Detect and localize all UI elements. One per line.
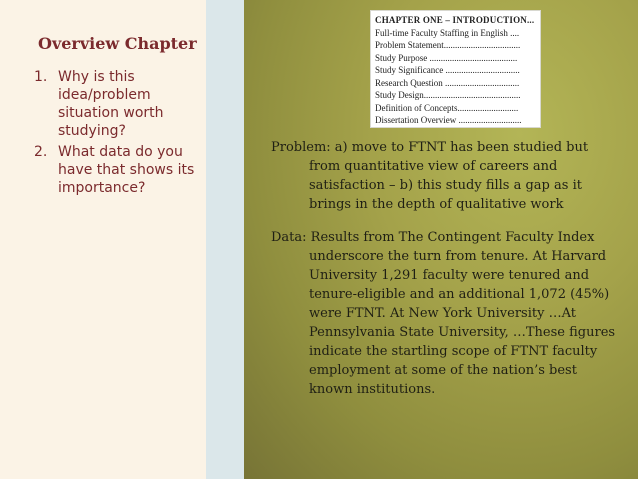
toc-line: Definition of Concepts...........................: [375, 102, 519, 113]
toc-line: Full-time Faculty Staffing in English ....: [375, 27, 520, 38]
toc-line: Study Design...........................................: [375, 90, 521, 100]
question-text: Why is this idea/problem situation worth studying?: [58, 69, 164, 139]
list-item: [34, 143, 204, 197]
toc-heading: CHAPTER ONE – INTRODUCTION...: [375, 15, 535, 25]
body-text: [271, 138, 616, 413]
toc-line: Study Significance .................................: [375, 65, 520, 75]
table-of-contents-image: [370, 10, 541, 128]
problem-paragraph: Problem: a) move to FTNT has been studied but from quantitative view of careers and satisfaction – b) this study fills a gap as it brings in the depth of qualitative work: [271, 140, 589, 212]
toc-line: Dissertation Overview ............................: [375, 115, 522, 125]
slide-title: Overview Chapter: [38, 34, 197, 53]
list-number: 2.: [34, 144, 48, 160]
question-list: [34, 68, 204, 200]
toc-line: Problem Statement..................................: [375, 40, 521, 50]
list-item: [34, 68, 204, 140]
toc-line: Research Question .................................: [375, 77, 520, 88]
data-paragraph: Data: Results from The Contingent Faculty Index underscore the turn from tenure. At Harvard University 1,291 faculty were tenured and tenure-eligible and an additional 1,072 (45%) were FTNT. At New York University …At Pennsylvania State University, …These figures indicate the startling scope of FTNT faculty employment at some of the nation’s best known institutions.: [271, 230, 616, 397]
question-text: What data do you have that shows its importance?: [58, 144, 195, 196]
list-number: 1.: [34, 69, 48, 85]
toc-line: Study Purpose .......................................: [375, 52, 518, 63]
divider-strip: [206, 0, 244, 479]
